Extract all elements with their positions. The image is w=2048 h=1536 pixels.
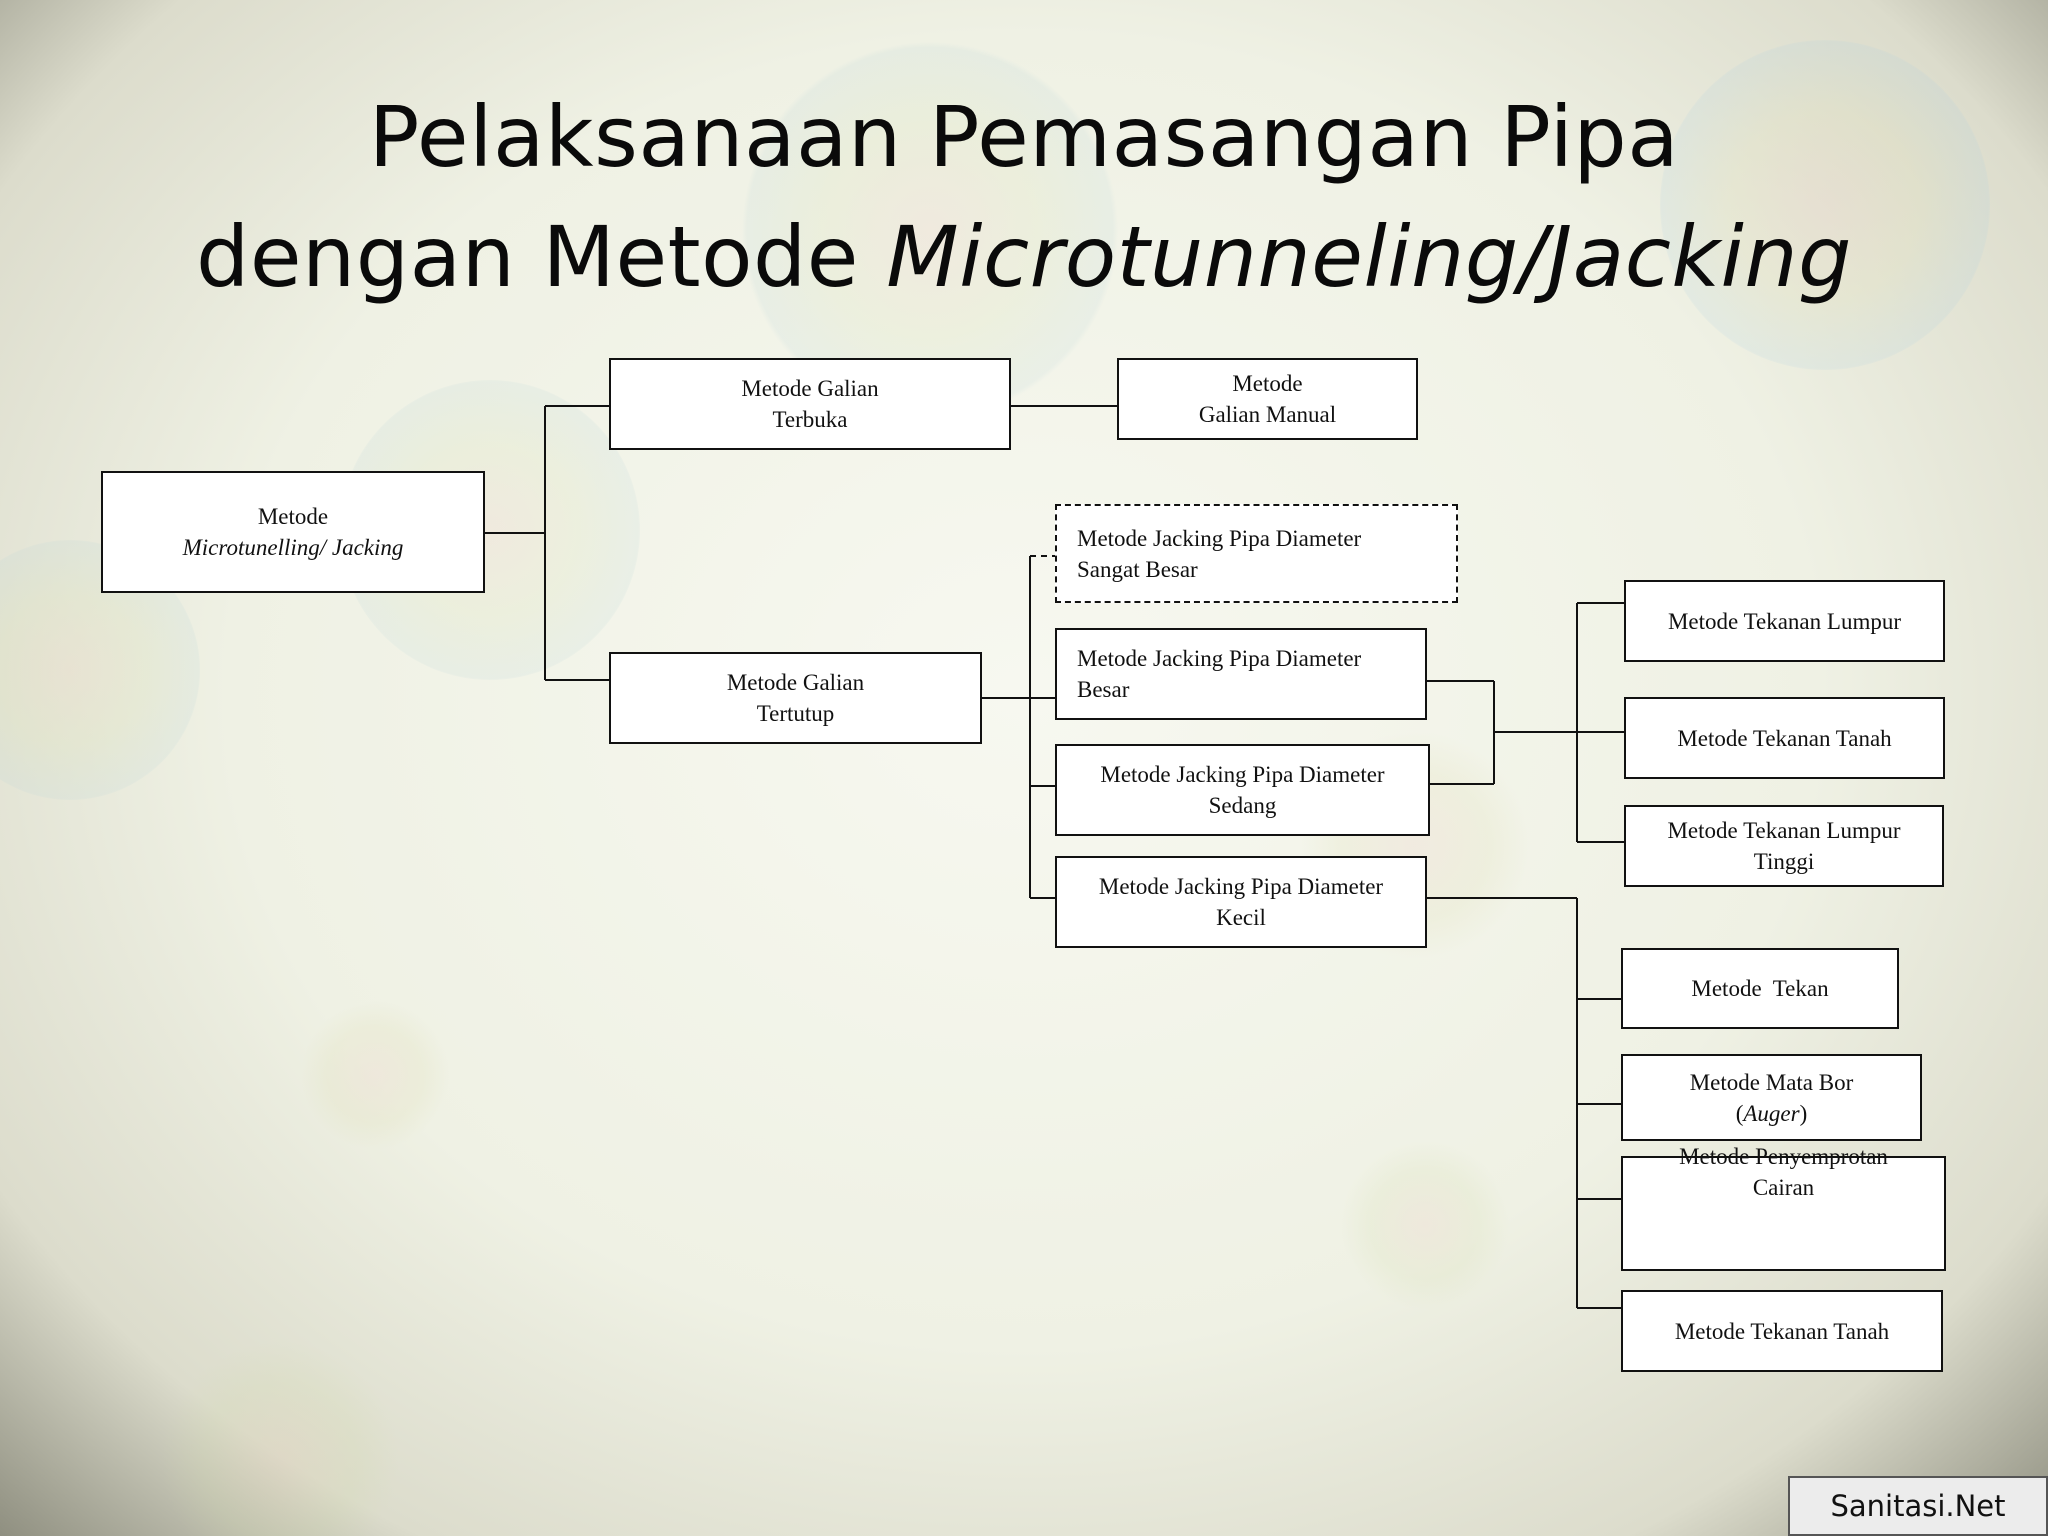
node-jacking-kecil-line1: Metode Jacking Pipa Diameter <box>1098 874 1384 899</box>
node-tekanan-lumpur-tinggi-line1: Metode Tekanan Lumpur <box>1667 818 1901 843</box>
node-jacking-besar <box>1055 628 1427 720</box>
title-italic-text: Microtunneling/Jacking <box>886 208 1852 306</box>
node-penyemprotan-line2: Cairan <box>1752 1175 1815 1200</box>
node-jacking-besar-line2: Besar <box>1077 677 1130 702</box>
node-galian-terbuka-line1: Metode Galian <box>741 376 879 401</box>
node-galian-tertutup <box>609 652 982 744</box>
node-jacking-sangat-besar-line1: Metode Jacking Pipa Diameter <box>1077 525 1362 551</box>
node-tekan <box>1621 948 1899 1029</box>
node-galian-terbuka <box>609 358 1011 450</box>
node-root-line2: Microtunelling/ Jacking <box>182 535 404 560</box>
node-mata-bor-auger: Auger <box>1743 1100 1800 1126</box>
node-jacking-besar-line1: Metode Jacking Pipa Diameter <box>1077 646 1362 671</box>
node-tekanan-tanah <box>1624 697 1945 779</box>
node-tekanan-lumpur-tinggi-line2: Tinggi <box>1753 849 1815 874</box>
node-tekanan-lumpur <box>1624 580 1945 662</box>
node-tekanan-lumpur-line1: Metode Tekanan Lumpur <box>1667 608 1901 634</box>
node-jacking-kecil <box>1055 856 1427 948</box>
node-tekanan-lumpur-tinggi <box>1624 805 1944 887</box>
node-galian-manual-line1: Metode <box>1232 371 1303 396</box>
slide-title-line-1: Pelaksanaan Pemasangan Pipa <box>368 88 1680 186</box>
node-tekanan-tanah-line1: Metode Tekanan Tanah <box>1677 725 1892 751</box>
node-galian-terbuka-line2: Terbuka <box>772 407 848 432</box>
node-galian-tertutup-line1: Metode Galian <box>726 670 865 695</box>
node-mata-bor-paren-open: ( <box>1735 1100 1744 1126</box>
node-galian-tertutup-line2: Tertutup <box>756 701 835 726</box>
node-mata-bor-paren-close: ) <box>1799 1100 1808 1126</box>
node-root-line1: Metode <box>257 504 329 529</box>
node-jacking-sedang <box>1055 744 1430 836</box>
node-tekan-line1: Metode Tekan <box>1691 976 1829 1001</box>
node-mata-bor <box>1621 1054 1922 1141</box>
node-penyemprotan-line1: Metode Penyemprotan <box>1679 1144 1888 1169</box>
node-jacking-sedang-line2: Sedang <box>1208 793 1277 818</box>
node-tekanan-tanah-2 <box>1621 1290 1943 1372</box>
watermark-label: Sanitasi.Net <box>1788 1476 2048 1536</box>
node-galian-manual-line2: Galian Manual <box>1198 402 1337 427</box>
node-jacking-sedang-line1: Metode Jacking Pipa Diameter <box>1100 762 1385 787</box>
node-mata-bor-line1: Metode Mata Bor <box>1689 1069 1854 1095</box>
node-root <box>101 471 485 593</box>
node-jacking-sangat-besar <box>1055 504 1458 603</box>
node-penyemprotan <box>1621 1144 1946 1271</box>
node-tekanan-tanah-2-line1: Metode Tekanan Tanah <box>1674 1318 1890 1344</box>
node-mata-bor-line2 <box>1690 1098 1854 1129</box>
node-jacking-kecil-line2: Kecil <box>1216 905 1266 930</box>
title-text: dengan Metode <box>196 208 887 306</box>
node-jacking-sangat-besar-line2: Sangat Besar <box>1077 556 1198 582</box>
node-galian-manual <box>1117 358 1418 440</box>
